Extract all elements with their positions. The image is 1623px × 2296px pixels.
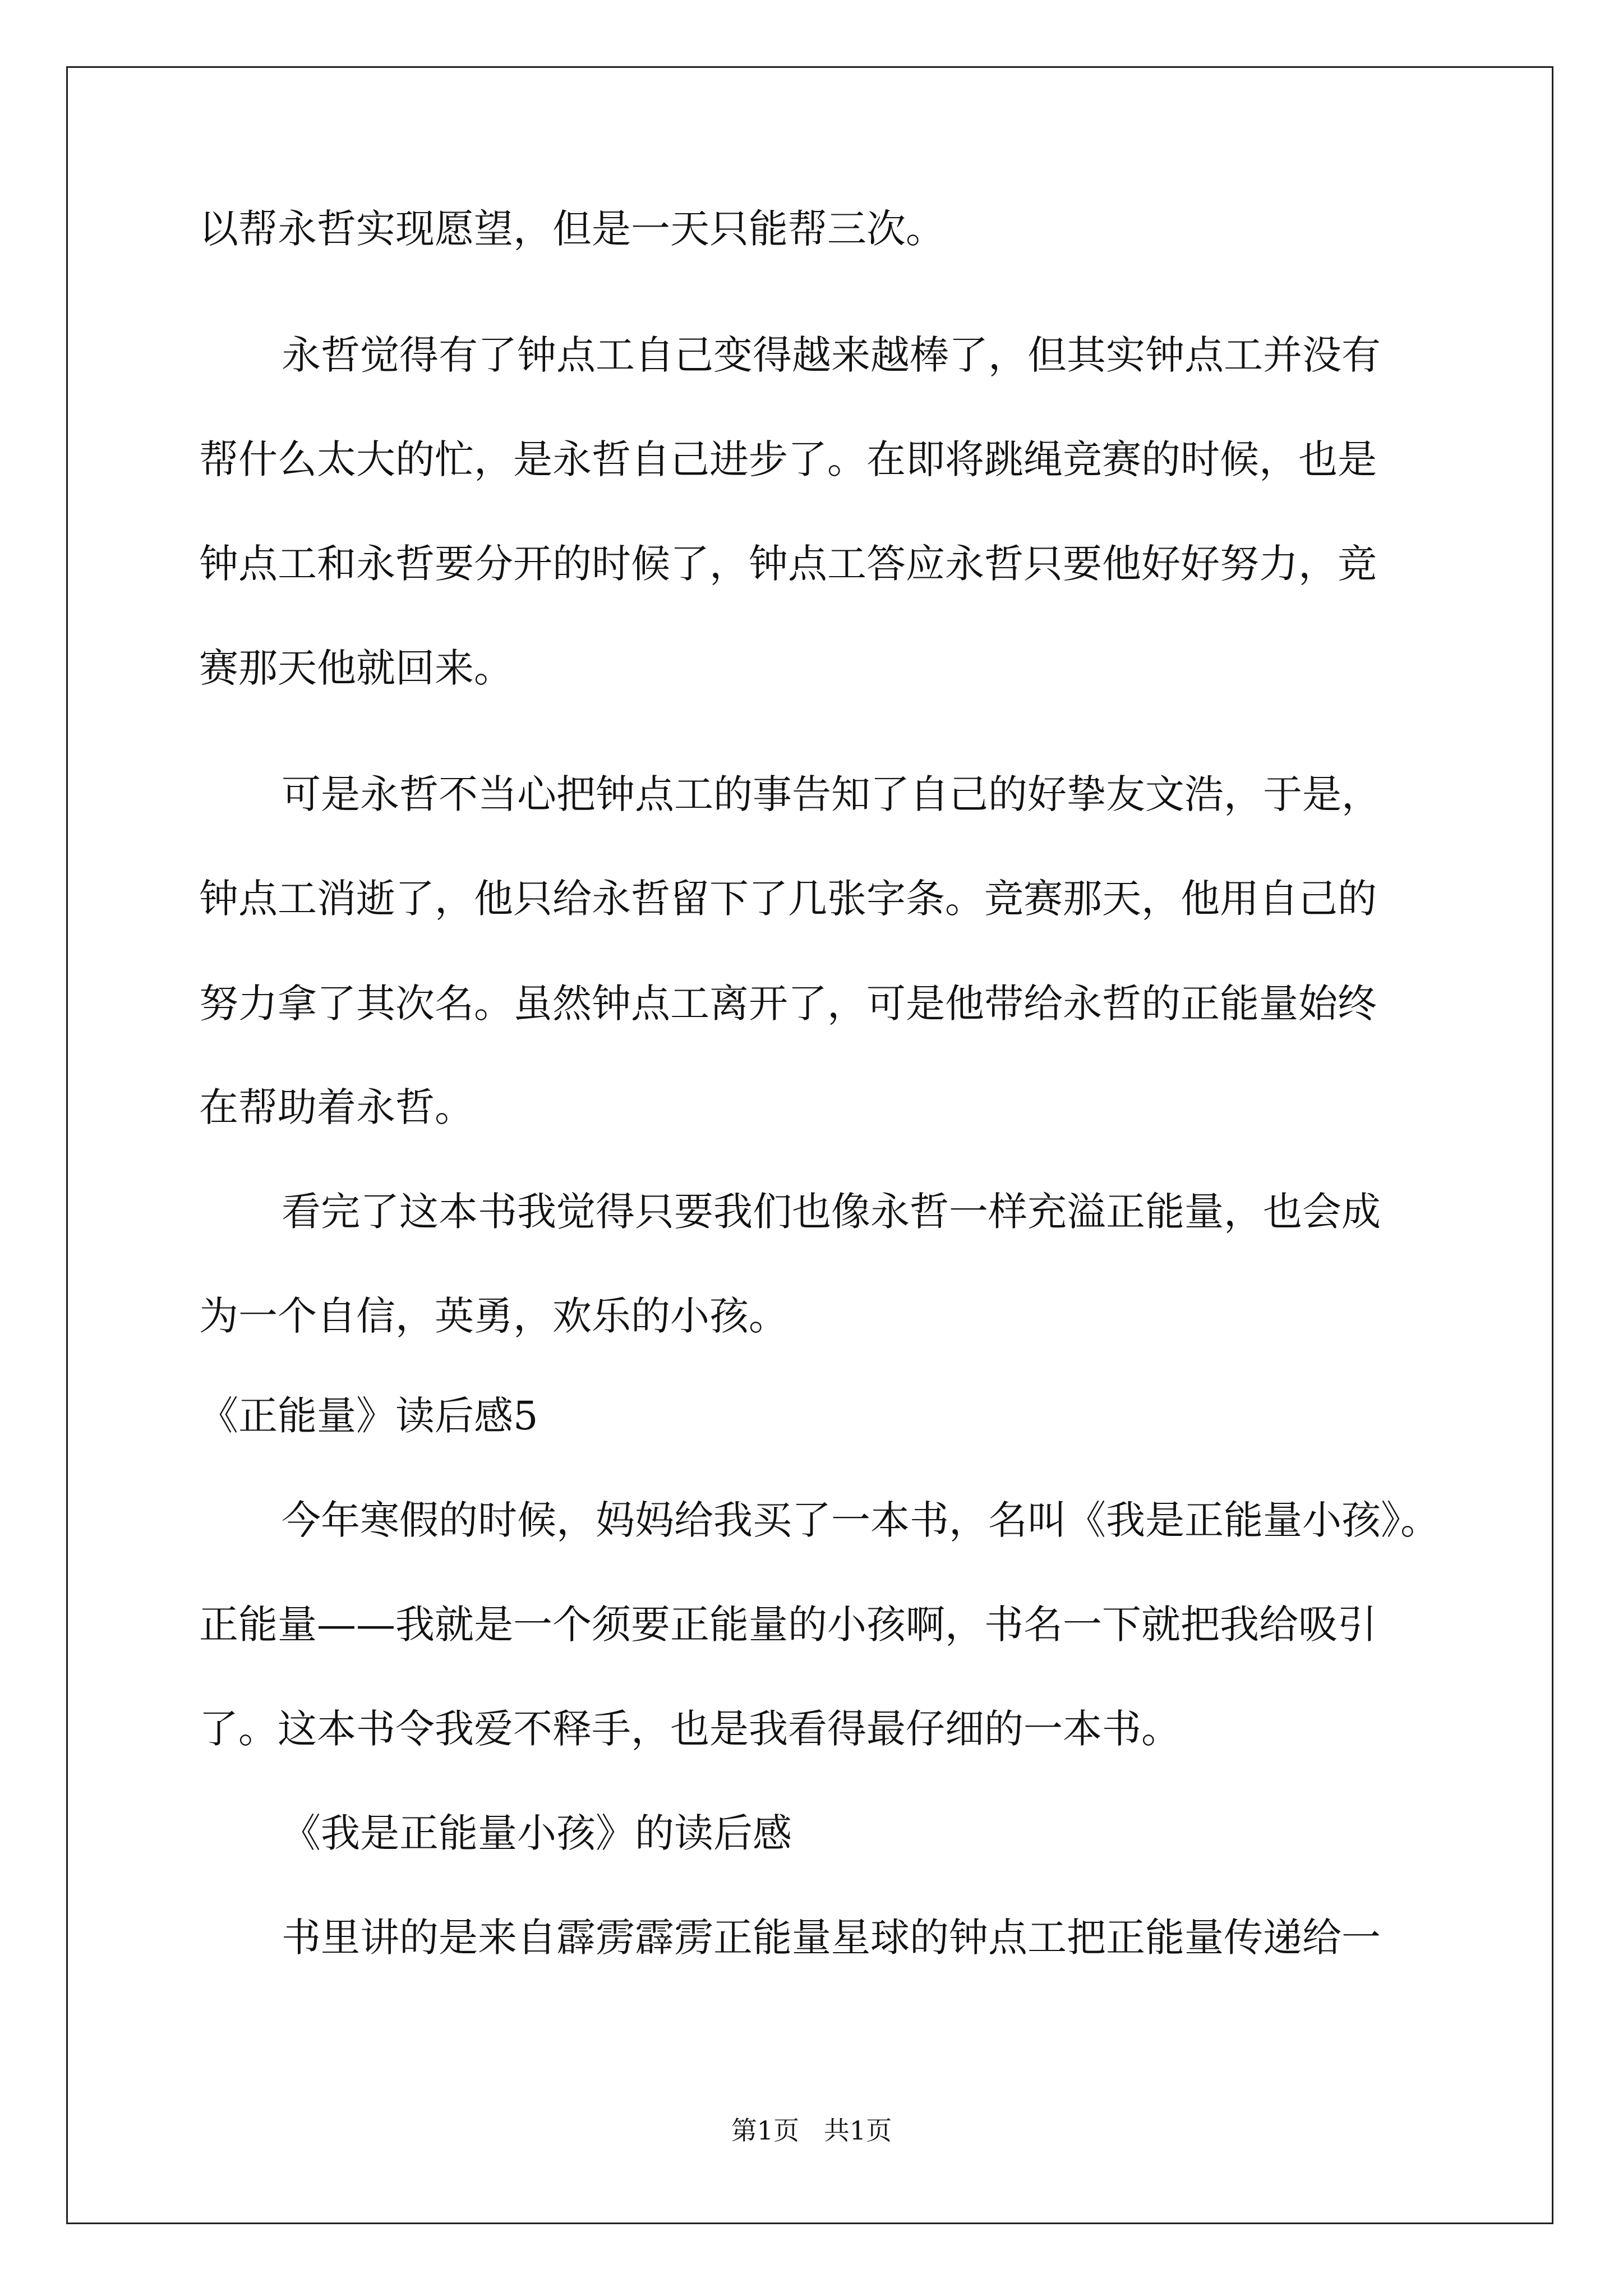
text-line: 努力拿了其次名。虽然钟点工离开了，可是他带给永哲的正能量始终 xyxy=(199,981,1377,1027)
text-line: 永哲觉得有了钟点工自己变得越来越棒了，但其实钟点工并没有 xyxy=(282,332,1381,378)
page-footer: 第1页 共1页 xyxy=(731,2115,892,2146)
text-line: 看完了这本书我觉得只要我们也像永哲一样充溢正能量，也会成 xyxy=(282,1189,1381,1235)
text-line: 《我是正能量小孩》的读后感 xyxy=(282,1810,792,1856)
text-line: 帮什么太大的忙，是永哲自己进步了。在即将跳绳竞赛的时候，也是 xyxy=(199,436,1377,482)
page-border xyxy=(66,66,1553,2224)
text-line: 书里讲的是来自霹雳霹雳正能量星球的钟点工把正能量传递给一 xyxy=(282,1915,1381,1961)
text-line: 钟点工消逝了，他只给永哲留下了几张字条。竞赛那天，他用自己的 xyxy=(199,876,1377,922)
section-heading: 《正能量》读后感5 xyxy=(199,1393,538,1439)
text-line: 正能量——我就是一个须要正能量的小孩啊，书名一下就把我给吸引 xyxy=(199,1602,1377,1648)
text-line: 可是永哲不当心把钟点工的事告知了自己的好挚友文浩，于是， xyxy=(282,771,1381,817)
text-line: 以帮永哲实现愿望，但是一天只能帮三次。 xyxy=(199,206,945,252)
text-line: 在帮助着永哲。 xyxy=(199,1084,474,1130)
text-line: 了。这本书令我爱不释手，也是我看得最仔细的一本书。 xyxy=(199,1706,1181,1752)
text-line: 为一个自信，英勇，欢乐的小孩。 xyxy=(199,1293,788,1339)
text-line: 赛那天他就回来。 xyxy=(199,645,513,691)
text-line: 今年寒假的时候，妈妈给我买了一本书，名叫《我是正能量小孩》。 xyxy=(282,1497,1440,1543)
text-line: 钟点工和永哲要分开的时候了，钟点工答应永哲只要他好好努力，竞 xyxy=(199,541,1377,587)
